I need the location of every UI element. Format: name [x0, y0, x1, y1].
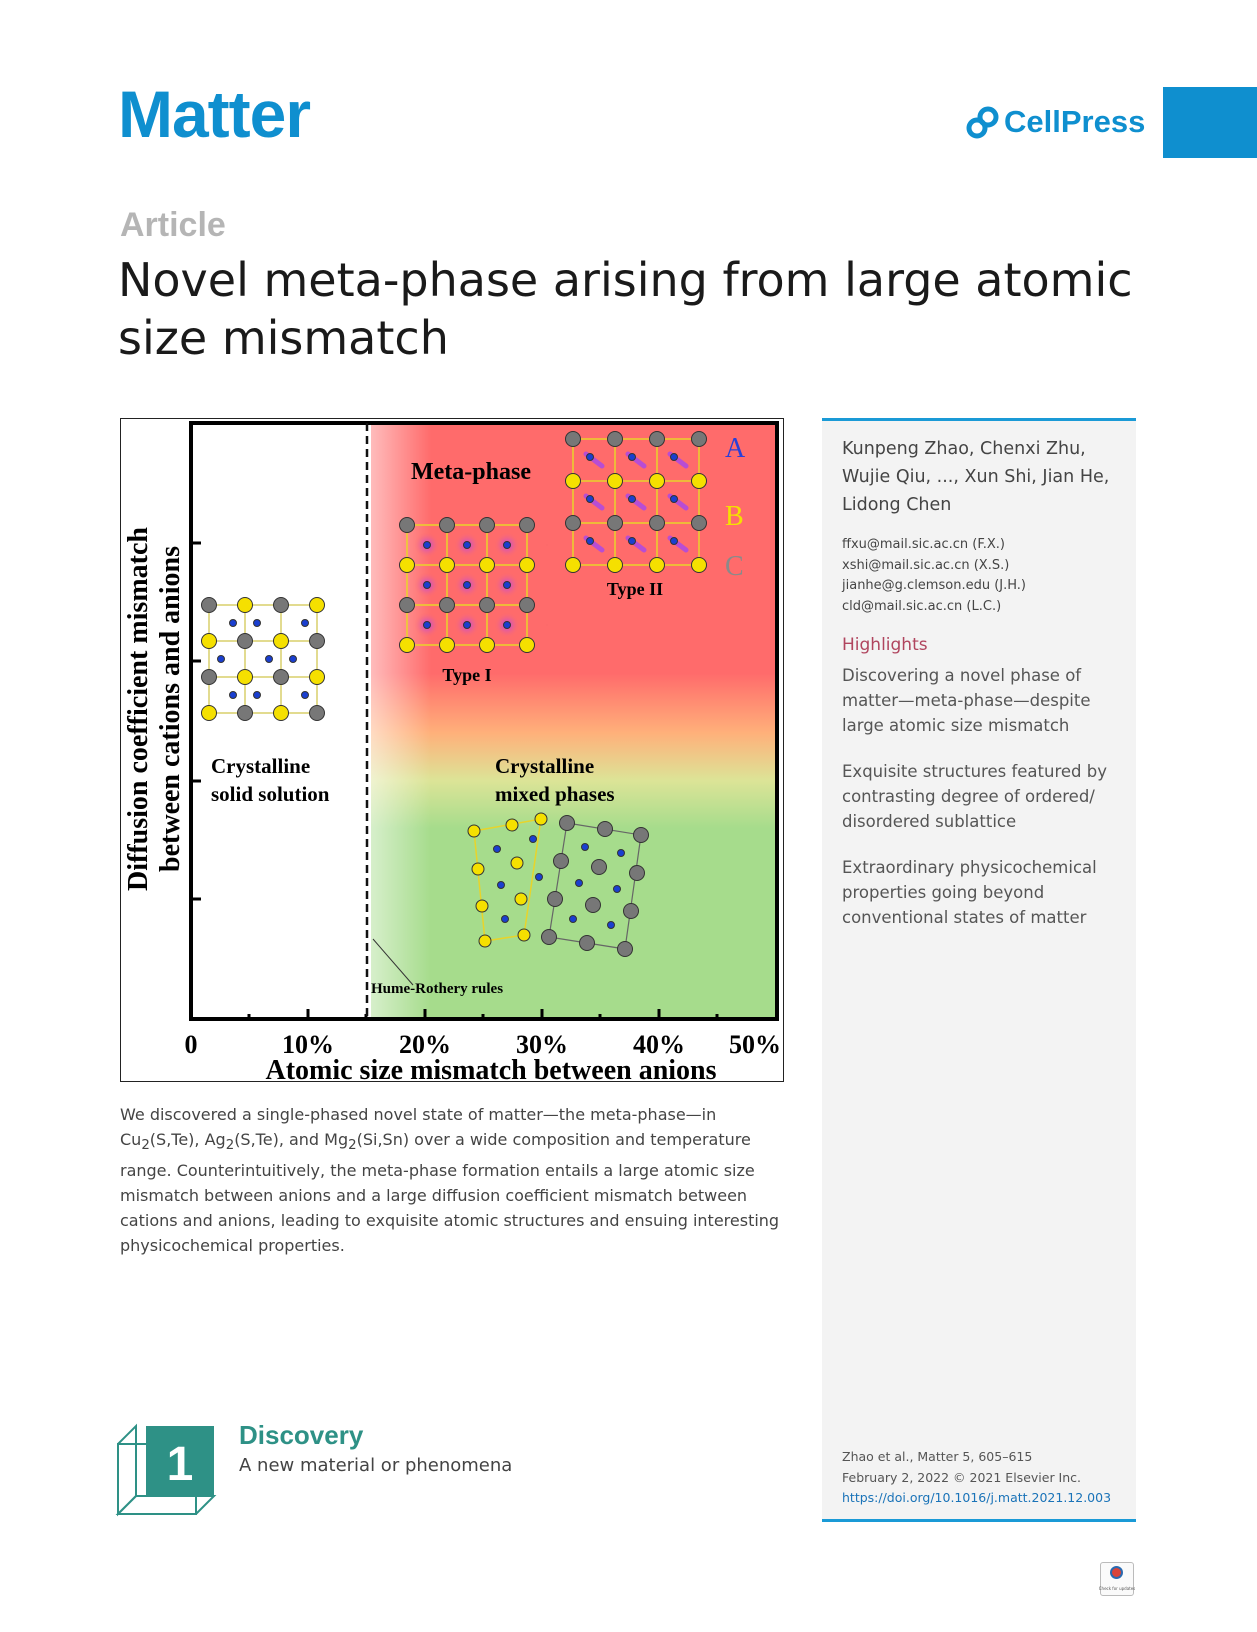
anion-atom-grey [202, 670, 217, 685]
cation-atom [587, 538, 594, 545]
site-a-label: A [725, 433, 746, 464]
svg-text:Check for updates: Check for updates [1098, 1586, 1136, 1591]
publisher-logo [966, 104, 1145, 140]
cation-atom [536, 874, 543, 881]
anion-atom-yellow [511, 857, 523, 869]
cation-atom [302, 692, 309, 699]
discovery-cube-icon [118, 1426, 218, 1526]
anion-atom-grey [480, 518, 495, 533]
anion-atom-yellow [202, 634, 217, 649]
doi-link[interactable]: https://doi.org/10.1016/j.matt.2021.12.003 [842, 1490, 1112, 1505]
site-b-label: B [725, 501, 744, 532]
anion-atom-grey [560, 816, 575, 831]
anion-atom-yellow [515, 893, 527, 905]
journal-color-tab [1163, 87, 1257, 158]
cation-atom [671, 454, 678, 461]
cation-atom [502, 916, 509, 923]
email-link[interactable]: cld@mail.sic.ac.cn (L.C.) [842, 598, 1002, 614]
cation-atom [576, 880, 583, 887]
anion-atom-yellow [566, 558, 581, 573]
cation-atom [530, 836, 537, 843]
anion-atom-grey [566, 516, 581, 531]
meta-phase-label: Meta-phase [411, 459, 531, 485]
anion-atom-yellow [692, 474, 707, 489]
anion-atom-grey [274, 598, 289, 613]
citation [842, 1447, 1111, 1509]
anion-atom-grey [480, 598, 495, 613]
anion-atom-yellow [274, 634, 289, 649]
anion-atom-grey [274, 670, 289, 685]
cation-atom [587, 454, 594, 461]
cation-atom [424, 582, 431, 589]
anion-atom-grey [592, 860, 607, 875]
formula-element: Cu [120, 1130, 142, 1149]
cation-atom [494, 846, 501, 853]
type1-label: Type I [442, 665, 492, 685]
x-axis-label: Atomic size mismatch between anions [265, 1055, 717, 1086]
citation-date: February 2, 2022 © 2021 Elsevier Inc. [842, 1469, 1082, 1485]
cation-atom [608, 922, 615, 929]
anion-atom-yellow [400, 558, 415, 573]
x-tick-label: 50% [729, 1030, 781, 1059]
anion-atom-grey [634, 828, 649, 843]
anion-atom-yellow [520, 638, 535, 653]
cation-atom [230, 692, 237, 699]
y-axis-label-line1: Diffusion coefficient mismatch [123, 527, 154, 891]
phase-diagram [121, 419, 785, 1086]
anion-atom-grey [310, 706, 325, 721]
site-c-label: C [725, 551, 744, 582]
cation-atom [504, 622, 511, 629]
anion-atom-grey [520, 518, 535, 533]
cation-atom [254, 620, 261, 627]
anion-atom-grey [554, 854, 569, 869]
cation-atom [464, 582, 471, 589]
discovery-subtitle: A new material or phenomena [239, 1455, 513, 1476]
anion-atom-yellow [650, 474, 665, 489]
cation-atom [671, 538, 678, 545]
anion-atom-grey [618, 942, 633, 957]
hume-rothery-label: Hume-Rothery rules [371, 981, 504, 997]
anion-atom-yellow [440, 638, 455, 653]
anion-atom-grey [440, 598, 455, 613]
cation-atom [629, 454, 636, 461]
anion-atom-yellow [518, 929, 530, 941]
cellpress-icon [966, 105, 1000, 139]
email-list [842, 535, 1026, 617]
x-tick-label: 40% [633, 1030, 685, 1059]
highlight-item: Extraordinary physicochemical properties going beyond conventional states of matter [842, 858, 1097, 927]
cation-atom [218, 656, 225, 663]
anion-atom-grey [598, 822, 613, 837]
abstract-text: (S,Te), and [234, 1130, 325, 1149]
abstract-text: We discovered a single-phased novel state of matter—the meta-phase—in [120, 1105, 717, 1124]
anion-atom-yellow [479, 935, 491, 947]
y-axis-label-line2: between cations and anions [155, 546, 186, 872]
anion-atom-yellow [566, 474, 581, 489]
anion-atom-yellow [472, 863, 484, 875]
anion-atom-grey [650, 516, 665, 531]
abstract-text: range. Counterintuitively, the meta-phase formation entails a large atomic size mismatch between anions and a large diffusion coefficient mismatch between cations and anions, leading to exquisite atomic structures and ensuing interesting physicochemical properties. [120, 1161, 780, 1256]
cation-atom [587, 496, 594, 503]
anion-atom-grey [630, 866, 645, 881]
anion-atom-grey [586, 898, 601, 913]
region-fade [321, 423, 431, 1019]
cation-atom [230, 620, 237, 627]
anion-atom-yellow [238, 670, 253, 685]
cation-atom [424, 622, 431, 629]
article-title: Novel meta-phase arising from large atomic size mismatch [118, 253, 1133, 365]
solid-solution-label: solid solution [211, 782, 330, 806]
cation-atom [302, 620, 309, 627]
anion-atom-yellow [202, 706, 217, 721]
cation-atom [498, 882, 505, 889]
anion-atom-grey [238, 706, 253, 721]
cation-atom [464, 622, 471, 629]
abstract-text: (S,Te), [149, 1130, 205, 1149]
anion-atom-yellow [608, 474, 623, 489]
anion-atom-grey [440, 518, 455, 533]
anion-atom-yellow [238, 598, 253, 613]
cation-atom [582, 844, 589, 851]
anion-atom-yellow [310, 598, 325, 613]
cation-atom [614, 886, 621, 893]
email-link[interactable]: jianhe@g.clemson.edu (J.H.) [842, 578, 1026, 593]
article-sidebar [822, 418, 1136, 1522]
discovery-title: Discovery [239, 1420, 364, 1450]
anion-atom-grey [542, 930, 557, 945]
anion-atom-grey [580, 936, 595, 951]
cation-atom [504, 582, 511, 589]
highlights-heading: Highlights [842, 635, 928, 655]
citation-reference: Zhao et al., Matter 5, 605–615 [842, 1449, 1033, 1464]
formula-subscript: 2 [225, 1138, 235, 1154]
email-link[interactable]: ffxu@mail.sic.ac.cn (F.X.) [842, 537, 1006, 552]
cation-atom [290, 656, 297, 663]
anion-atom-grey [548, 892, 563, 907]
anion-atom-yellow [650, 558, 665, 573]
cation-atom [254, 692, 261, 699]
formula-subscript: 2 [348, 1138, 357, 1154]
check-for-updates-badge[interactable] [1100, 1562, 1134, 1596]
anion-atom-yellow [480, 638, 495, 653]
highlight-item: Discovering a novel phase of matter—meta-phase—despite large atomic size mismatch [842, 666, 1091, 735]
graphical-abstract [120, 418, 784, 1086]
anion-atom-grey [520, 598, 535, 613]
anion-atom-yellow [468, 825, 480, 837]
type2-label: Type II [606, 579, 664, 599]
publisher-name: CellPress [1004, 104, 1146, 139]
formula-subscript: 2 [141, 1138, 150, 1154]
badge-caption [1098, 1563, 1136, 1595]
anion-atom-grey [238, 634, 253, 649]
anion-atom-yellow [440, 558, 455, 573]
anion-atom-grey [566, 432, 581, 447]
anion-atom-yellow [476, 900, 488, 912]
anion-atom-yellow [506, 819, 518, 831]
cation-atom [570, 916, 577, 923]
x-tick-label: 20% [399, 1030, 451, 1059]
abstract-text: (Si,Sn) over a wide composition and temperature [356, 1130, 751, 1149]
anion-atom-yellow [310, 670, 325, 685]
anion-atom-grey [400, 518, 415, 533]
mixed-phases-label: mixed phases [495, 782, 615, 806]
cation-atom [424, 542, 431, 549]
email-link[interactable]: xshi@mail.sic.ac.cn (X.S.) [842, 557, 1010, 573]
anion-atom-yellow [535, 813, 547, 825]
article-type: Article [120, 206, 226, 244]
anion-atom-grey [608, 432, 623, 447]
anion-atom-grey [650, 432, 665, 447]
cation-atom [629, 496, 636, 503]
anion-atom-yellow [520, 558, 535, 573]
x-tick-label: 30% [516, 1030, 568, 1059]
anion-atom-grey [400, 598, 415, 613]
abstract [120, 1102, 784, 1258]
cation-atom [618, 850, 625, 857]
anion-atom-grey [608, 516, 623, 531]
anion-atom-grey [202, 598, 217, 613]
journal-logo: Matter [118, 77, 311, 151]
discovery-number: 1 [166, 1438, 194, 1491]
cation-atom [671, 496, 678, 503]
cation-atom [266, 656, 273, 663]
anion-atom-yellow [692, 558, 707, 573]
anion-atom-grey [692, 432, 707, 447]
solid-solution-label: Crystalline [211, 754, 311, 778]
cation-atom [464, 542, 471, 549]
formula-element: Mg [324, 1130, 349, 1149]
x-tick-label: 0 [184, 1030, 198, 1059]
anion-atom-yellow [608, 558, 623, 573]
anion-atom-grey [310, 634, 325, 649]
cation-atom [629, 538, 636, 545]
anion-atom-yellow [480, 558, 495, 573]
anion-atom-grey [692, 516, 707, 531]
formula-element: Ag [204, 1130, 226, 1149]
author-list: Kunpeng Zhao, Chenxi Zhu, Wujie Qiu, ..., Xun Shi, Jian He, Lidong Chen [842, 439, 1110, 515]
x-tick-label: 10% [282, 1030, 334, 1059]
highlight-item: Exquisite structures featured by contrasting degree of ordered/ disordered sublattice [842, 762, 1107, 831]
anion-atom-yellow [274, 706, 289, 721]
anion-atom-grey [624, 904, 639, 919]
cation-atom [504, 542, 511, 549]
anion-atom-yellow [400, 638, 415, 653]
mixed-phases-label: Crystalline [495, 754, 595, 778]
